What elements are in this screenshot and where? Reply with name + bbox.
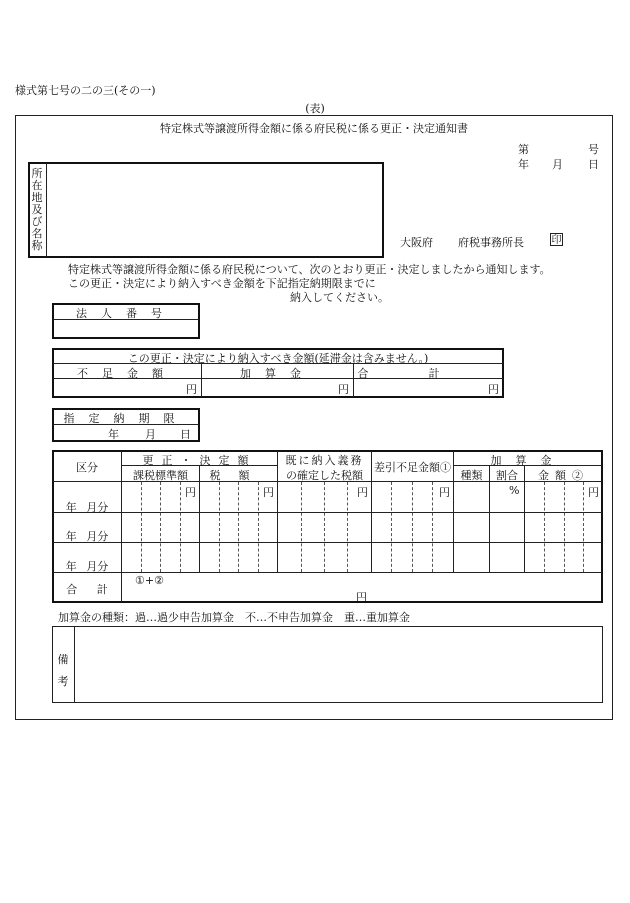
col-zei: 税額 — [209, 469, 268, 482]
payment-yen2: 円 — [338, 383, 349, 396]
col-kubun: 区分 — [76, 461, 98, 474]
deadline-hi: 日 — [180, 428, 191, 441]
payment-col2: 加算金 — [240, 367, 315, 380]
unit-zei-yen: 円 — [263, 486, 274, 499]
col-kakutei-1: 既に納入義務 — [285, 454, 364, 467]
payment-col1: 不足金額 — [77, 367, 177, 380]
address-label: 所在地及び名称 — [31, 167, 43, 252]
ref-hi: 日 — [588, 158, 599, 171]
side-label: (表) — [305, 102, 325, 115]
issuer-pref: 大阪府 — [400, 236, 433, 249]
kasan-legend: 加算金の種類：過…過少申告加算金 不…不申告加算金 重…重加算金 — [58, 611, 410, 624]
unit-pct: % — [509, 484, 520, 497]
col-shurui: 種類 — [460, 469, 483, 482]
form-number: 様式第七号の二の三(その一) — [15, 84, 156, 97]
total-yen: 円 — [356, 591, 367, 604]
col-wariai: 割合 — [496, 469, 518, 482]
deadline-tsuki: 月 — [145, 428, 156, 441]
deadline-nen: 年 — [108, 428, 119, 441]
col-kasan: 加算金 — [490, 454, 566, 467]
seal-icon: 印 — [551, 235, 562, 246]
unit-kakutei-yen: 円 — [357, 486, 368, 499]
unit-sashihiki-yen: 円 — [439, 486, 450, 499]
row-label-1: 年 月分 — [65, 501, 109, 514]
payment-yen3: 円 — [488, 383, 499, 396]
total-formula: ①+② — [135, 574, 164, 587]
body-line2: この更正・決定により納入すべき金額を下記指定納期限までに — [68, 277, 376, 290]
ref-gou: 号 — [588, 143, 599, 156]
payment-header: この更正・決定により納入すべき金額(延滞金は含みません。) — [127, 352, 429, 365]
remarks-box — [52, 626, 603, 703]
payment-yen1: 円 — [186, 383, 197, 396]
col-kakutei-2: の確定した税額 — [286, 469, 363, 482]
address-box — [28, 162, 384, 258]
ref-tsuki: 月 — [552, 158, 563, 171]
col-sashihiki: 差引不足金額① — [374, 461, 451, 474]
notice-title: 特定株式等譲渡所得金額に係る府民税に係る更正・決定通知書 — [160, 122, 468, 135]
issuer-office: 府税事務所長 — [458, 236, 524, 249]
body-line1: 特定株式等譲渡所得金額に係る府民税について、次のとおり更正・決定しましたから通知します。 — [68, 263, 551, 276]
unit-kingaku-yen: 円 — [588, 486, 599, 499]
col-kazei: 課税標準額 — [133, 469, 188, 482]
total-label: 合 計 — [66, 583, 108, 596]
ref-nen: 年 — [518, 158, 529, 171]
col-kousei: 更正・決定額 — [142, 454, 257, 467]
payment-col3: 合計 — [357, 367, 500, 380]
ref-dai: 第 — [518, 143, 529, 156]
col-kingaku: 金額② — [538, 469, 589, 482]
deadline-label: 指定納期限 — [63, 412, 189, 425]
corp-number-label: 法人番号 — [76, 307, 176, 320]
unit-kazei-yen: 円 — [185, 486, 196, 499]
row-label-3: 年 月分 — [65, 560, 109, 573]
body-line3: 納入してください。 — [290, 291, 389, 304]
row-label-2: 年 月分 — [65, 530, 109, 543]
remarks-label: 備考 — [57, 653, 69, 688]
